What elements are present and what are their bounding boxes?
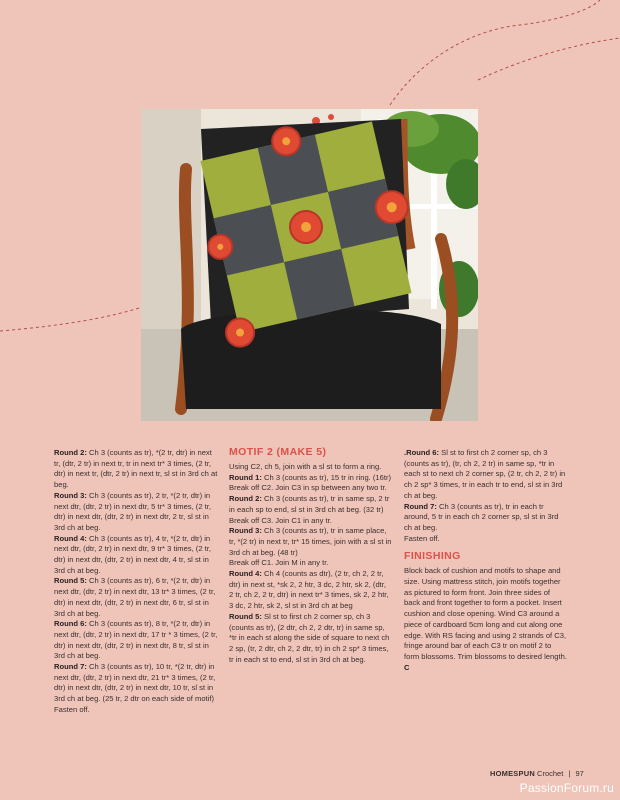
round-paragraph: .Round 6: Sl st to first ch 2 corner sp, ch 3 (counts as tr), (tr, ch 2, 2 tr) in same sp, *tr in each st to next ch 2 corner sp, (2 tr, ch 2, 2 tr) in ch 2 sp* 3 times, tr in each tr to end, sl st in 3rd ch at beg. xyxy=(404,448,566,500)
pattern-column-1 xyxy=(54,448,219,716)
finishing-heading: FINISHING xyxy=(404,550,461,563)
fasten-off-text: Fasten off. xyxy=(54,704,90,714)
round-paragraph: Round 1: Ch 3 (counts as tr), 15 tr in ring. (16tr) xyxy=(229,472,392,482)
page-footer xyxy=(490,769,584,778)
round-paragraph: Round 5: Ch 3 (counts as tr), 6 tr, *(2 tr, dtr) in next dtr, (dtr, 2 tr) in next dtr, 13 tr* 3 times, (2 tr, dtr) in next dtr, (dtr, 2 tr) in next dtr, 6 tr, sl st in 3rd ch at beg. xyxy=(54,576,216,618)
watermark: PassionForum.ru xyxy=(519,781,614,795)
pattern-column-3 xyxy=(404,448,567,673)
pattern-column-2 xyxy=(229,446,392,665)
cushion-photo xyxy=(141,109,478,421)
instruction-paragraph: Using C2, ch 5, join with a sl st to form a ring. xyxy=(229,462,382,471)
instruction-paragraph: Break off C2. Join C3 in sp between any two tr. xyxy=(229,483,387,493)
fasten-off-text: Fasten off. xyxy=(404,533,440,543)
round-paragraph: Round 7: Ch 3 (counts as tr), 10 tr, *(2 tr, dtr) in next dtr, (dtr, 2 tr) in next dtr, 21 tr* 3 times, (2 tr, dtr) in next dtr, (dtr, 2 tr) in next dtr, 10 tr, sl st in 3rd ch at beg. (25 tr, 2 dtr on each side of motif) xyxy=(54,662,216,704)
finishing-paragraph: Block back of cushion and motifs to shape and size. Using mattress stitch, join motifs together as pictured to form front. Join three sides of back and front together to form a pocket. Insert cushion and close opening. Wind C3 around a piece of cardboard 5cm long and cut along one edge. With RS facing and using 2 strands of C3, fringe around bar of each C3 tr on motif 2 to form blossoms. Trim blossoms to desired length. C xyxy=(404,566,567,672)
round-paragraph: Round 6: Ch 3 (counts as tr), 8 tr, *(2 tr, dtr) in next dtr, (dtr, 2 tr) in next dtr, 17 tr * 3 times, (2 tr, dtr) in next dtr, (dtr, 2 tr) in next dtr, 8 tr, sl st in 3rd ch at beg. xyxy=(54,619,218,661)
round-paragraph: Round 3: Ch 3 (counts as tr), tr in same place, tr, *(2 tr) in next tr, tr* 15 times, join with a sl st in 3rd ch at beg. (48 tr) xyxy=(229,526,392,557)
round-paragraph: Round 4: Ch 4 (counts as dtr), (2 tr, ch 2, 2 tr, dtr) in next st, *sk 2, 2 htr, 3 dc, 2 htr, sk 2, (dtr, 2 tr, ch 2, 2 tr, dtr) in next tr* 3 times, sk 2, 2 htr, 3 dc, 2 htr, sk 2, sl st in 3rd ch at beg xyxy=(229,569,389,611)
round-paragraph: Round 5: Sl st to first ch 2 corner sp, ch 3 (counts as tr), (2 dtr, ch 2, 2 dtr, tr) in same sp, *tr in each st along the side of square to next ch 2 sp, (tr, 2 dtr, ch 2, 2 dtr, tr) in ch 2 sp* 3 times, tr in each st to end, sl st in 3rd ch at beg. xyxy=(229,611,390,664)
round-paragraph: Round 4: Ch 3 (counts as tr), 4 tr, *(2 tr, dtr) in next dtr, (dtr, 2 tr) in next dtr, 9 tr* 3 times, (2 tr, dtr) in next dtr, (dtr, 2 tr) in next dtr, 4 tr, sl st in 3rd ch at beg. xyxy=(54,533,211,575)
motif-heading: MOTIF 2 (MAKE 5) xyxy=(229,446,327,458)
round-paragraph: Round 2: Ch 3 (counts as tr), tr in same sp, 2 tr in each sp to end, sl st in 3rd ch at beg. (32 tr) xyxy=(229,494,390,514)
footer-separator: | xyxy=(568,769,571,778)
instruction-paragraph: Break off C1. Join M in any tr. xyxy=(229,558,329,568)
page-number: 97 xyxy=(575,769,584,778)
magazine-section: Crochet xyxy=(537,769,564,778)
round-paragraph: Round 3: Ch 3 (counts as tr), 2 tr, *(2 tr, dtr) in next dtr, (dtr, 2 tr) in next dtr, 5 tr* 3 times, (2 tr, dtr) in next dtr, (dtr, 2 tr) in next dtr, 2 tr, sl st in 3rd ch at beg. xyxy=(54,490,211,532)
magazine-brand: HOMESPUN xyxy=(490,769,535,778)
instruction-paragraph: Break off C3. Join C1 in any tr. xyxy=(229,515,332,525)
round-paragraph: Round 7: Ch 3 (counts as tr), tr in each tr around, 5 tr in each ch 2 corner sp, sl st in 3rd ch at beg. xyxy=(404,501,559,532)
round-paragraph: Round 2: Ch 3 (counts as tr), *(2 tr, dtr) in next tr, (dtr, 2 tr) in next tr, tr in next tr* 3 times, (2 tr, dtr) in next tr, (dtr, 2 tr) in next tr, sl st in 3rd ch at beg. xyxy=(54,448,218,490)
end-mark: C xyxy=(404,662,410,672)
